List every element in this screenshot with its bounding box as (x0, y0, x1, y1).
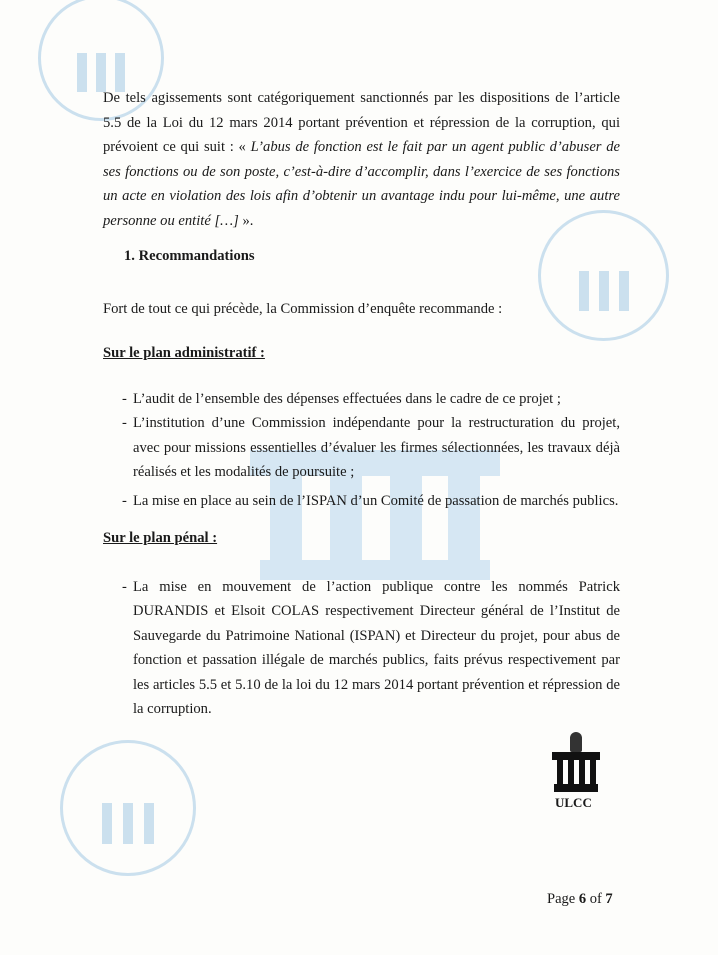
page-prefix: Page (547, 891, 579, 907)
logo-caption: ULCC (555, 795, 592, 810)
admin-heading: Sur le plan administratif : (103, 345, 265, 361)
page-number (547, 891, 613, 908)
section-heading: 1. Recommandations (124, 248, 255, 264)
penal-heading: Sur le plan pénal : (103, 530, 218, 546)
stamp-bottom-left (60, 740, 196, 876)
page-current: 6 (578, 891, 587, 907)
page-sep: of (586, 891, 606, 907)
list-item: - La mise en mouvement de l’action publique contre les nommés Patrick DURANDIS et Elsoit COLAS respectivement Directeur général de l’Institut de Sauvegarde du Patrimoine National (ISPAN) et Directeur du projet, pour abus de fonction et passation illégale de marchés publics, faits prévus respectivement par les articles 5.5 et 5.10 de la loi du 12 mars 2014 portant prévention et répression de la corruption. (108, 575, 620, 722)
document-body (103, 86, 620, 722)
ulcc-logo (552, 732, 600, 794)
list-item: - La mise en place au sein de l’ISPAN d’un Comité de passation de marchés publics. (108, 489, 620, 514)
quote-close: ». (238, 212, 254, 229)
penal-list (108, 575, 620, 722)
intro-text: Fort de tout ce qui précède, la Commission d’enquête recommande : (103, 300, 503, 317)
page-total: 7 (605, 891, 613, 907)
quoted-law-paragraph (103, 86, 620, 233)
paragraph-text: De tels agissements sont catégoriquement sanctionnés par les dispositions de l’article 5.5 de la Loi du 12 mars 2014 portant prévention et répression de la corruption, qui prévoient ce qui suit : « (103, 90, 620, 155)
law-quote: L’abus de fonction est le fait par un agent public d’abuser de ses fonctions ou de son poste, c’est-à-dire d’accomplir, dans l’exercice de ses fonctions un acte en violation des lois afin d’obtenir un avantage indu pour lui-même, une autre personne ou entité […] (103, 139, 620, 229)
list-item: - L’institution d’une Commission indépendante pour la restructuration du projet, avec pour missions essentielles d’évaluer les firmes sélectionnées, les travaux déjà réalisés et les modalités de poursuite ; (108, 411, 620, 485)
admin-list (108, 387, 620, 514)
list-item: - L’audit de l’ensemble des dépenses effectuées dans le cadre de ce projet ; (108, 387, 620, 412)
